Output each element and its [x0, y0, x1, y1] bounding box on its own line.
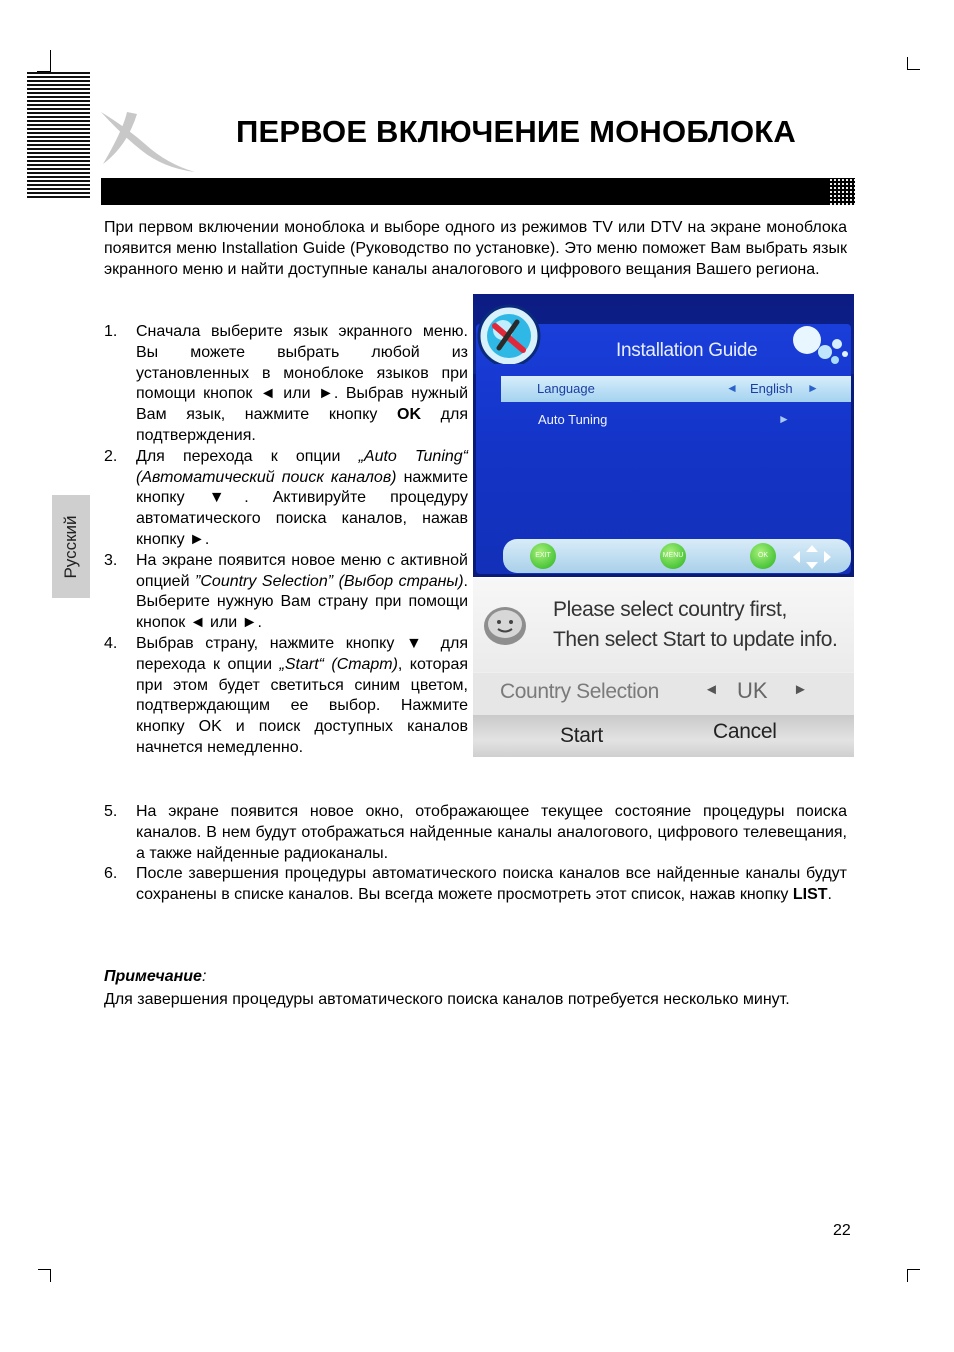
crop-mark-bottom-left-v [50, 1269, 51, 1282]
list-item [104, 322, 468, 447]
crop-mark-bottom-right-h [907, 1269, 920, 1270]
step-text: После завершения процедуры автоматического поиска каналов все найденные каналы будут сохранены в списке каналов. Вы всегда можете просмотреть этот список, нажав кнопку LIST. [136, 865, 847, 904]
crop-mark-top-right-h [907, 69, 920, 70]
tv-row-language[interactable] [501, 376, 851, 402]
dialog-message-area [473, 578, 854, 672]
dialog-message-line1: Please select country first, [553, 598, 787, 621]
note-title [104, 968, 206, 986]
tv-left-arrow-icon[interactable]: ◄ [726, 381, 738, 395]
step-number: 3. [104, 551, 118, 569]
note-text: Для завершения процедуры автоматического поиска каналов потребуется несколько минут. [104, 991, 790, 1008]
installation-guide-screenshot [473, 294, 854, 577]
step-number: 6. [104, 865, 118, 883]
start-button[interactable]: Start [560, 724, 603, 747]
step-text: Для перехода к опции „Auto Tuning“ (Автоматический поиск каналов) нажмите кнопку ▼. Активируйте процедуру автоматического поиска каналов, нажав кнопку ►. [136, 447, 469, 548]
dialog-button-bar [473, 715, 854, 757]
country-left-arrow-icon[interactable]: ◄ [704, 681, 719, 698]
title-underline-bar [101, 178, 855, 205]
tv-right-arrow-icon[interactable]: ► [778, 412, 790, 426]
steps-list-narrow [104, 322, 468, 759]
step-number: 5. [104, 803, 118, 820]
crop-mark-bottom-right-v [907, 1269, 908, 1282]
country-right-arrow-icon[interactable]: ► [793, 681, 808, 698]
intro-paragraph: При первом включении моноблока и выборе одного из режимов TV или DTV на экране моноблока появится меню Installation Guide (Руководство по установке). Это меню поможет Вам выбрать язык экранного меню и найти доступные каналы аналогового и цифрового вещания Вашего региона. [104, 219, 847, 278]
cancel-button[interactable]: Cancel [713, 720, 777, 743]
smiley-face-icon [482, 605, 528, 647]
note-colon: : [201, 968, 207, 985]
steps-list-wide [104, 802, 847, 906]
country-selection-label: Country Selection [500, 680, 659, 703]
step-number: 2. [104, 447, 118, 465]
tv-right-arrow-icon[interactable]: ► [807, 381, 819, 395]
language-side-tab [52, 495, 90, 598]
list-item [104, 634, 468, 759]
xoro-x-logo-icon [97, 108, 197, 176]
title-bar-dot-pattern [829, 178, 855, 205]
tv-row-language-value: English [750, 381, 793, 396]
list-item [104, 802, 847, 864]
tv-row-language-label: Language [537, 381, 595, 396]
tv-exit-button[interactable]: EXIT [530, 543, 556, 569]
tv-menu-title: Installation Guide [616, 340, 758, 361]
dialog-message-line2: Then select Start to update info. [553, 628, 838, 651]
country-selection-row[interactable] [473, 673, 854, 715]
page-title: ПЕРВОЕ ВКЛЮЧЕНИЕ МОНОБЛОКА [236, 114, 797, 149]
note-title-text: Примечание [104, 968, 202, 985]
language-side-tab-label: Русский [61, 514, 80, 579]
step-number: 4. [104, 634, 118, 652]
list-item [104, 551, 468, 634]
step-text: Выбрав страну, нажмите кнопку ▼ для перехода к опции „Start“ (Старт), которая при этом будет светиться синим цветом, подтверждающим ее выбор. Нажмите кнопку OK и поиск доступных каналов начнется немедленно. [136, 634, 469, 756]
step-text: На экране появится новое меню с активной опцией ”Country Selection” (Выбор страны). Выберите нужную Вам страну при помощи кнопок ◄ или ►. [136, 551, 468, 632]
step-text: Сначала выберите язык экранного меню. Вы можете выбрать любой из установленных в моноблоке языков при помощи кнопок ◄ или ►. Выбрав нужный Вам язык, нажмите кнопку OK для подтверждения. [136, 323, 469, 444]
crop-mark-top-left-v [50, 50, 51, 72]
tv-ok-button[interactable]: OK [750, 543, 776, 569]
country-selection-screenshot [473, 578, 854, 757]
tools-gear-icon [473, 300, 543, 364]
header-stripes [27, 72, 90, 200]
tv-menu-button[interactable]: MENU [660, 543, 686, 569]
step-number: 1. [104, 323, 118, 340]
navigation-pad-icon [790, 544, 834, 570]
page-number: 22 [833, 1222, 851, 1239]
tv-row-auto-tuning-label: Auto Tuning [538, 412, 608, 427]
step-text: На экране появится новое окно, отображающее текущее состояние процедуры поиска каналов. В нем будут отображаться найденные каналы аналогового, цифрового телевещания, а также найденные радиоканалы. [136, 803, 847, 862]
list-item [104, 447, 468, 551]
country-selection-value: UK [737, 678, 768, 703]
bubbles-icon [791, 324, 851, 370]
list-item [104, 864, 847, 906]
